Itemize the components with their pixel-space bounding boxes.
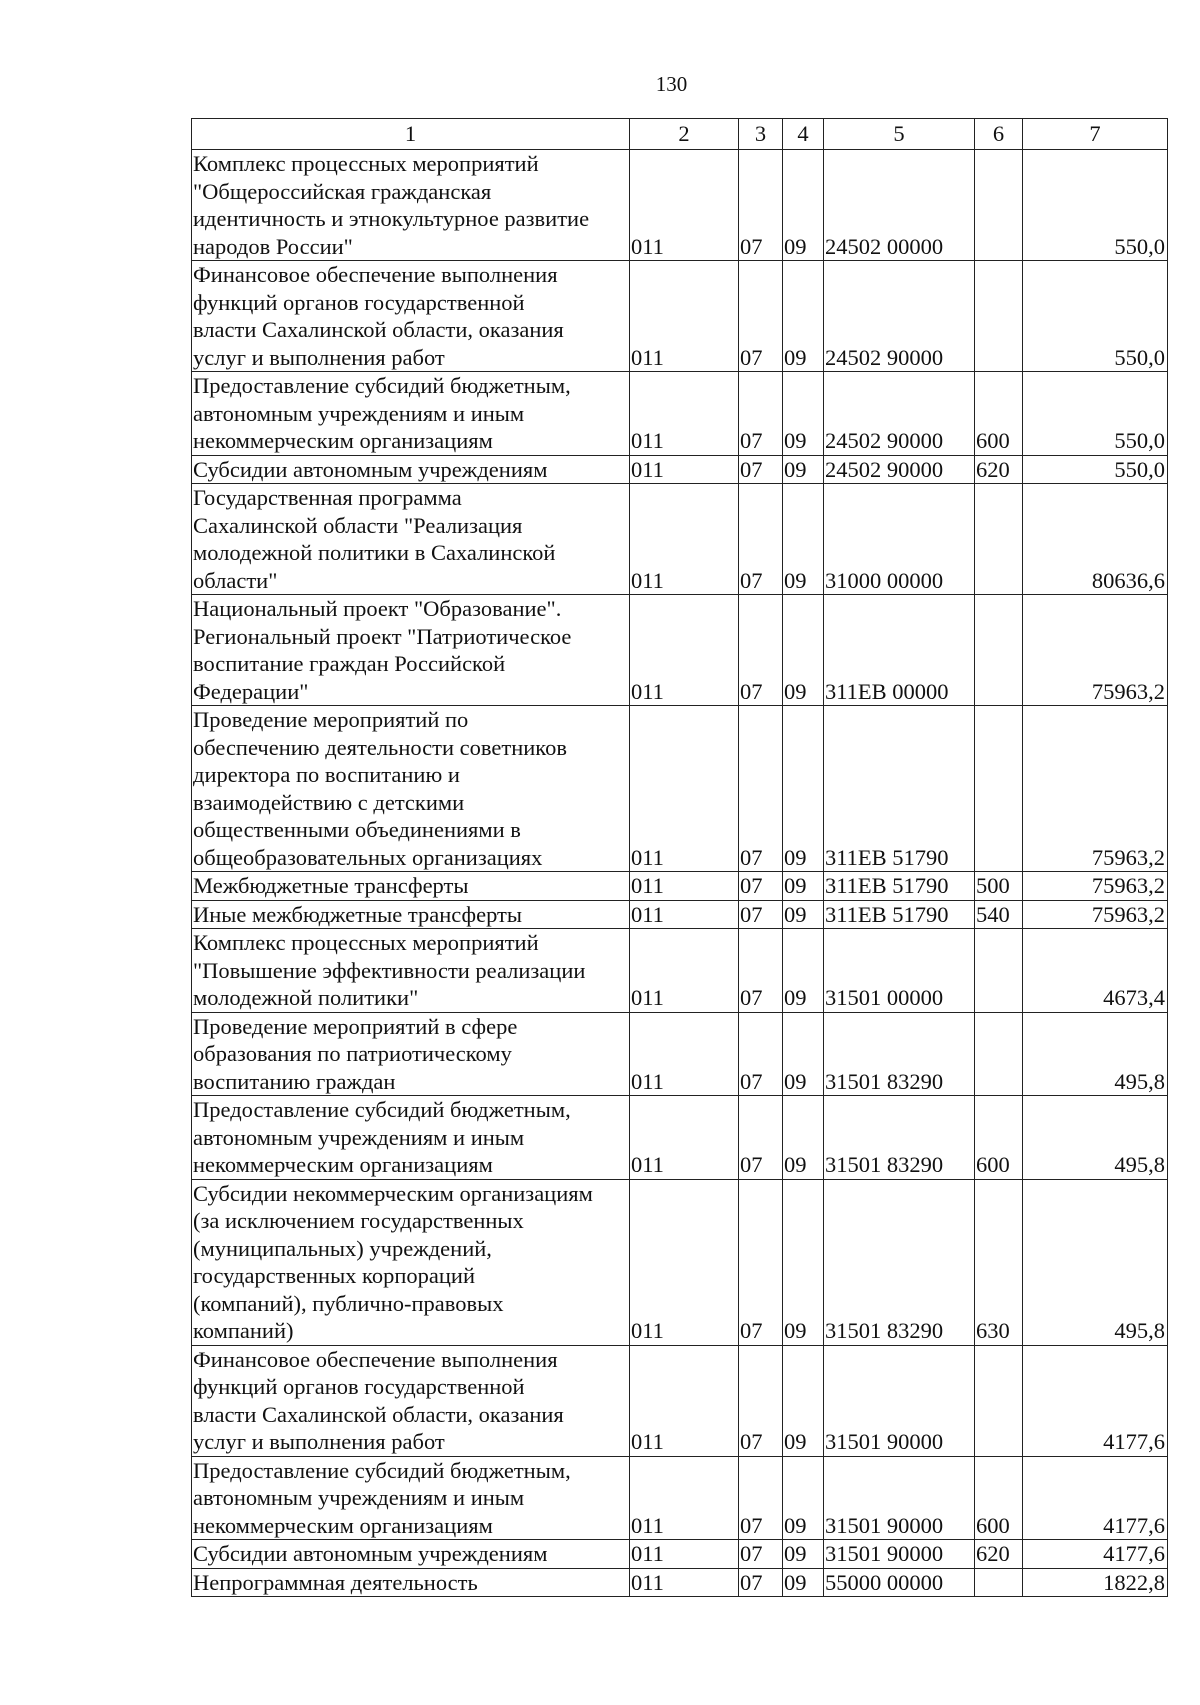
table-row	[192, 1096, 1168, 1180]
table-row	[192, 595, 1168, 706]
cell-subsection: 09	[783, 1456, 824, 1540]
cell-name: Предоставление субсидий бюджетным, автономным учреждениям и иным некоммерческим организациям	[192, 1456, 630, 1540]
cell-admin: 011	[630, 484, 739, 595]
cell-name: Проведение мероприятий по обеспечению деятельности советников директора по воспитанию и взаимодействию с детскими общественными объединениями в общеобразовательных организациях	[192, 706, 630, 872]
cell-amount: 75963,2	[1023, 872, 1168, 901]
cell-name: Финансовое обеспечение выполнения функций органов государственной власти Сахалинской области, оказания услуг и выполнения работ	[192, 261, 630, 372]
cell-section: 07	[739, 1012, 783, 1096]
cell-type: 500	[975, 872, 1023, 901]
cell-target: 31000 00000	[824, 484, 975, 595]
cell-section: 07	[739, 929, 783, 1013]
cell-type	[975, 1568, 1023, 1597]
table-row	[192, 150, 1168, 261]
cell-name: Непрограммная деятельность	[192, 1568, 630, 1597]
cell-amount: 80636,6	[1023, 484, 1168, 595]
cell-subsection: 09	[783, 1179, 824, 1345]
cell-name: Национальный проект "Образование". Региональный проект "Патриотическое воспитание граждан Российской Федерации"	[192, 595, 630, 706]
cell-subsection: 09	[783, 872, 824, 901]
page-number: 130	[655, 72, 688, 96]
header-cell-admin: 2	[630, 119, 739, 150]
cell-admin: 011	[630, 1345, 739, 1456]
cell-name: Комплекс процессных мероприятий "Повышение эффективности реализации молодежной политики"	[192, 929, 630, 1013]
cell-section: 07	[739, 372, 783, 456]
table-row	[192, 372, 1168, 456]
cell-admin: 011	[630, 1568, 739, 1597]
header-cell-target: 5	[824, 119, 975, 150]
cell-section: 07	[739, 1540, 783, 1569]
cell-type: 600	[975, 372, 1023, 456]
cell-section: 07	[739, 900, 783, 929]
cell-subsection: 09	[783, 595, 824, 706]
cell-type: 620	[975, 1540, 1023, 1569]
cell-section: 07	[739, 455, 783, 484]
cell-type	[975, 261, 1023, 372]
cell-target: 31501 90000	[824, 1456, 975, 1540]
cell-amount: 4177,6	[1023, 1456, 1168, 1540]
cell-type: 540	[975, 900, 1023, 929]
cell-name: Проведение мероприятий в сфере образования по патриотическому воспитанию граждан	[192, 1012, 630, 1096]
cell-subsection: 09	[783, 900, 824, 929]
cell-admin: 011	[630, 1540, 739, 1569]
table-header	[192, 119, 1168, 150]
cell-amount: 495,8	[1023, 1012, 1168, 1096]
cell-type	[975, 595, 1023, 706]
table-row	[192, 261, 1168, 372]
table-row	[192, 929, 1168, 1013]
cell-name: Предоставление субсидий бюджетным, автономным учреждениям и иным некоммерческим организациям	[192, 372, 630, 456]
cell-admin: 011	[630, 1456, 739, 1540]
cell-amount: 1822,8	[1023, 1568, 1168, 1597]
cell-type	[975, 929, 1023, 1013]
table-row	[192, 455, 1168, 484]
cell-subsection: 09	[783, 372, 824, 456]
table-row	[192, 706, 1168, 872]
cell-target: 31501 00000	[824, 929, 975, 1013]
cell-type: 600	[975, 1096, 1023, 1180]
cell-name: Предоставление субсидий бюджетным, автономным учреждениям и иным некоммерческим организациям	[192, 1096, 630, 1180]
cell-section: 07	[739, 595, 783, 706]
cell-section: 07	[739, 261, 783, 372]
cell-type: 630	[975, 1179, 1023, 1345]
cell-amount: 550,0	[1023, 372, 1168, 456]
cell-target: 31501 83290	[824, 1012, 975, 1096]
cell-target: 55000 00000	[824, 1568, 975, 1597]
cell-admin: 011	[630, 900, 739, 929]
cell-section: 07	[739, 1568, 783, 1597]
cell-target: 311ЕВ 51790	[824, 900, 975, 929]
cell-type	[975, 1012, 1023, 1096]
cell-name: Субсидии автономным учреждениям	[192, 1540, 630, 1569]
cell-target: 31501 83290	[824, 1096, 975, 1180]
header-cell-section: 3	[739, 119, 783, 150]
cell-admin: 011	[630, 372, 739, 456]
cell-name: Межбюджетные трансферты	[192, 872, 630, 901]
cell-target: 31501 83290	[824, 1179, 975, 1345]
cell-amount: 75963,2	[1023, 900, 1168, 929]
cell-section: 07	[739, 484, 783, 595]
cell-target: 311ЕВ 51790	[824, 872, 975, 901]
cell-amount: 550,0	[1023, 261, 1168, 372]
cell-name: Финансовое обеспечение выполнения функций органов государственной власти Сахалинской области, оказания услуг и выполнения работ	[192, 1345, 630, 1456]
cell-amount: 550,0	[1023, 455, 1168, 484]
budget-table	[191, 118, 1168, 1597]
cell-admin: 011	[630, 455, 739, 484]
cell-amount: 4673,4	[1023, 929, 1168, 1013]
cell-name: Субсидии автономным учреждениям	[192, 455, 630, 484]
cell-amount: 495,8	[1023, 1096, 1168, 1180]
cell-amount: 4177,6	[1023, 1540, 1168, 1569]
cell-subsection: 09	[783, 1096, 824, 1180]
cell-subsection: 09	[783, 1345, 824, 1456]
cell-type	[975, 706, 1023, 872]
cell-section: 07	[739, 706, 783, 872]
table-row	[192, 1568, 1168, 1597]
cell-type: 620	[975, 455, 1023, 484]
cell-subsection: 09	[783, 706, 824, 872]
cell-name: Иные межбюджетные трансферты	[192, 900, 630, 929]
cell-amount: 495,8	[1023, 1179, 1168, 1345]
cell-amount: 75963,2	[1023, 595, 1168, 706]
cell-target: 24502 00000	[824, 150, 975, 261]
cell-section: 07	[739, 1179, 783, 1345]
header-cell-type: 6	[975, 119, 1023, 150]
cell-admin: 011	[630, 706, 739, 872]
cell-section: 07	[739, 872, 783, 901]
cell-admin: 011	[630, 261, 739, 372]
cell-admin: 011	[630, 929, 739, 1013]
cell-type	[975, 484, 1023, 595]
table-row	[192, 1179, 1168, 1345]
table-row	[192, 484, 1168, 595]
cell-amount: 550,0	[1023, 150, 1168, 261]
cell-subsection: 09	[783, 1568, 824, 1597]
cell-subsection: 09	[783, 150, 824, 261]
cell-subsection: 09	[783, 455, 824, 484]
cell-section: 07	[739, 1345, 783, 1456]
header-cell-subsection: 4	[783, 119, 824, 150]
header-cell-amount: 7	[1023, 119, 1168, 150]
cell-target: 24502 90000	[824, 455, 975, 484]
cell-section: 07	[739, 150, 783, 261]
cell-type: 600	[975, 1456, 1023, 1540]
table-row	[192, 1345, 1168, 1456]
cell-subsection: 09	[783, 484, 824, 595]
cell-name: Субсидии некоммерческим организациям (за исключением государственных (муниципальных) учреждений, государственных корпораций (компаний), публично-правовых компаний)	[192, 1179, 630, 1345]
cell-target: 24502 90000	[824, 261, 975, 372]
cell-subsection: 09	[783, 1540, 824, 1569]
cell-subsection: 09	[783, 261, 824, 372]
header-cell-name: 1	[192, 119, 630, 150]
cell-name: Государственная программа Сахалинской области "Реализация молодежной политики в Сахалинской области"	[192, 484, 630, 595]
cell-admin: 011	[630, 595, 739, 706]
cell-target: 311ЕВ 51790	[824, 706, 975, 872]
table-body	[192, 150, 1168, 1597]
cell-admin: 011	[630, 1012, 739, 1096]
cell-name: Комплекс процессных мероприятий "Общероссийская гражданская идентичность и этнокультурное развитие народов России"	[192, 150, 630, 261]
cell-admin: 011	[630, 872, 739, 901]
cell-admin: 011	[630, 1179, 739, 1345]
table-row	[192, 900, 1168, 929]
cell-amount: 4177,6	[1023, 1345, 1168, 1456]
cell-type	[975, 1345, 1023, 1456]
cell-admin: 011	[630, 150, 739, 261]
table-row	[192, 872, 1168, 901]
table-row	[192, 1012, 1168, 1096]
cell-target: 31501 90000	[824, 1540, 975, 1569]
table-row	[192, 1456, 1168, 1540]
cell-target: 31501 90000	[824, 1345, 975, 1456]
cell-target: 311ЕВ 00000	[824, 595, 975, 706]
cell-subsection: 09	[783, 1012, 824, 1096]
cell-subsection: 09	[783, 929, 824, 1013]
header-row	[192, 119, 1168, 150]
cell-section: 07	[739, 1096, 783, 1180]
table-row	[192, 1540, 1168, 1569]
cell-type	[975, 150, 1023, 261]
cell-amount: 75963,2	[1023, 706, 1168, 872]
cell-target: 24502 90000	[824, 372, 975, 456]
cell-section: 07	[739, 1456, 783, 1540]
cell-admin: 011	[630, 1096, 739, 1180]
